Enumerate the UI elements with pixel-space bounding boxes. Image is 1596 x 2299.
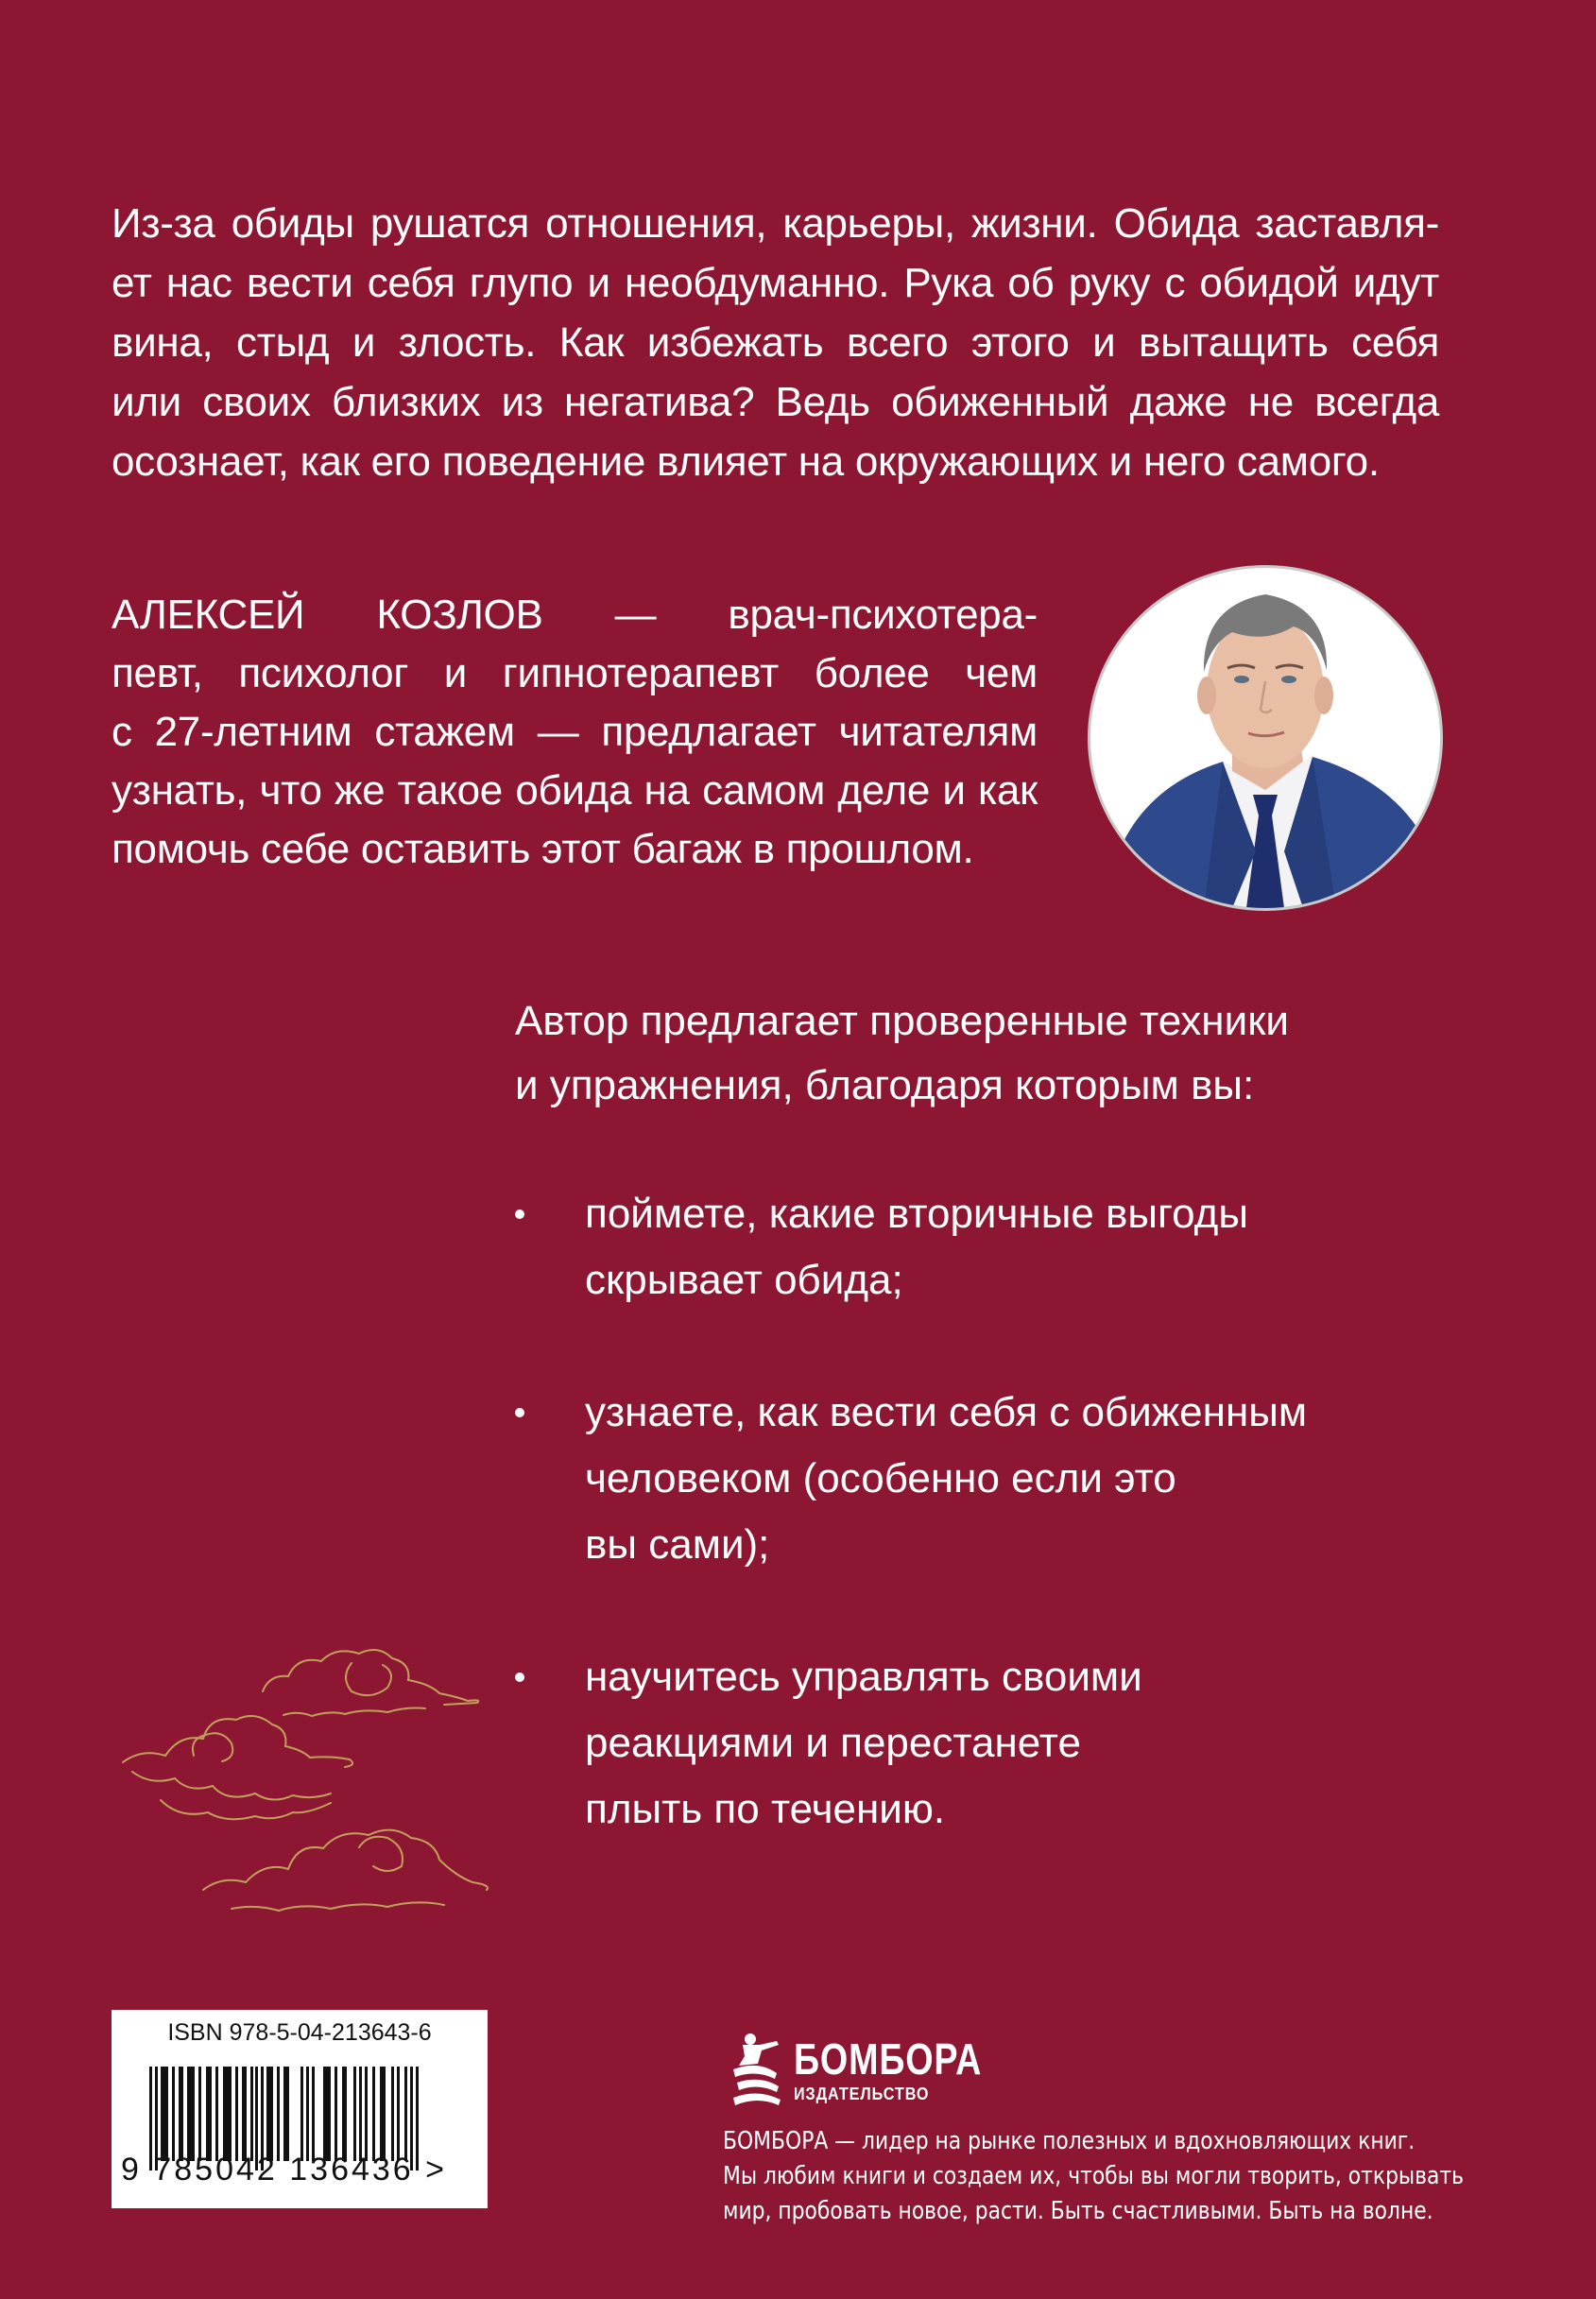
intro-line: или своих близких из негатива? Ведь обиженный даже не всегда [112,379,1439,425]
author-photo [1088,565,1443,911]
intro-line: осознает, как его поведение влияет на окружающих и него самого. [112,438,1380,485]
intro-line: вина, стыд и злость. Как избежать всего этого и вытащить себя [112,319,1439,366]
bio-line: певт, психолог и гипнотерапевт более чем [112,650,1038,696]
benefit-item [515,1644,1422,1843]
lead-line: Автор предлагает проверенные техники [515,998,1289,1044]
benefits-lead [515,989,1422,1118]
isbn-digits: 9 785042 136436 > [121,2152,448,2187]
publisher-logo [729,2032,1013,2112]
publisher-description [723,2124,1517,2229]
benefit-line: плыть по течению. [585,1786,946,1832]
bullet-icon [515,1673,524,1682]
author-portrait-icon [1090,568,1440,908]
benefit-line: реакциями и перестанете [585,1720,1081,1766]
benefit-line: скрывает обида; [585,1257,903,1303]
bullet-icon [515,1408,524,1417]
benefit-line: вы сами); [585,1521,770,1568]
bio-line: узнать, что же такое обида на самом деле и как [112,767,1038,814]
bio-line: с 27-летним стажем — предлагает читателям [112,709,1038,755]
intro-line: Из-за обиды рушатся отношения, карьеры, жизни. Обида заставля- [112,200,1439,247]
intro-paragraph [112,194,1439,491]
intro-line: ет нас вести себя глупо и необдуманно. Рука об руку с обидой идут [112,260,1439,306]
benefit-line: узнаете, как вести себя с обиженным [585,1389,1308,1435]
isbn-label: ISBN 978-5-04-213643-6 [167,2019,432,2046]
benefit-item [515,1181,1422,1313]
bio-line: АЛЕКСЕЙ КОЗЛОВ — врач-психотера- [112,592,1038,638]
clouds-decoration-icon [104,1635,501,1918]
author-bio [112,586,1038,879]
benefits-list [515,1181,1422,1909]
bullet-icon [515,1210,524,1219]
publisher-name: БОМБОРА [794,2034,983,2084]
publisher-line: Мы любим книги и создаем их, чтобы вы могли творить, открывать [723,2162,1465,2190]
publisher-subtitle: ИЗДАТЕЛЬСТВО [794,2085,930,2103]
isbn-barcode [112,2010,488,2208]
surfer-logo-icon [729,2032,786,2112]
publisher-line: БОМБОРА — лидер на рынке полезных и вдохновляющих книг. [723,2127,1416,2155]
benefit-line: поймете, какие вторичные выгоды [585,1191,1248,1237]
publisher-line: мир, пробовать новое, расти. Быть счастливыми. Быть на волне. [723,2197,1433,2225]
bio-line: помочь себе оставить этот багаж в прошлом. [112,826,974,872]
benefit-item [515,1380,1422,1578]
lead-line: и упражнения, благодаря которым вы: [515,1062,1255,1108]
benefit-line: человеком (особенно если это [585,1455,1176,1501]
benefit-line: научитесь управлять своими [585,1654,1142,1700]
